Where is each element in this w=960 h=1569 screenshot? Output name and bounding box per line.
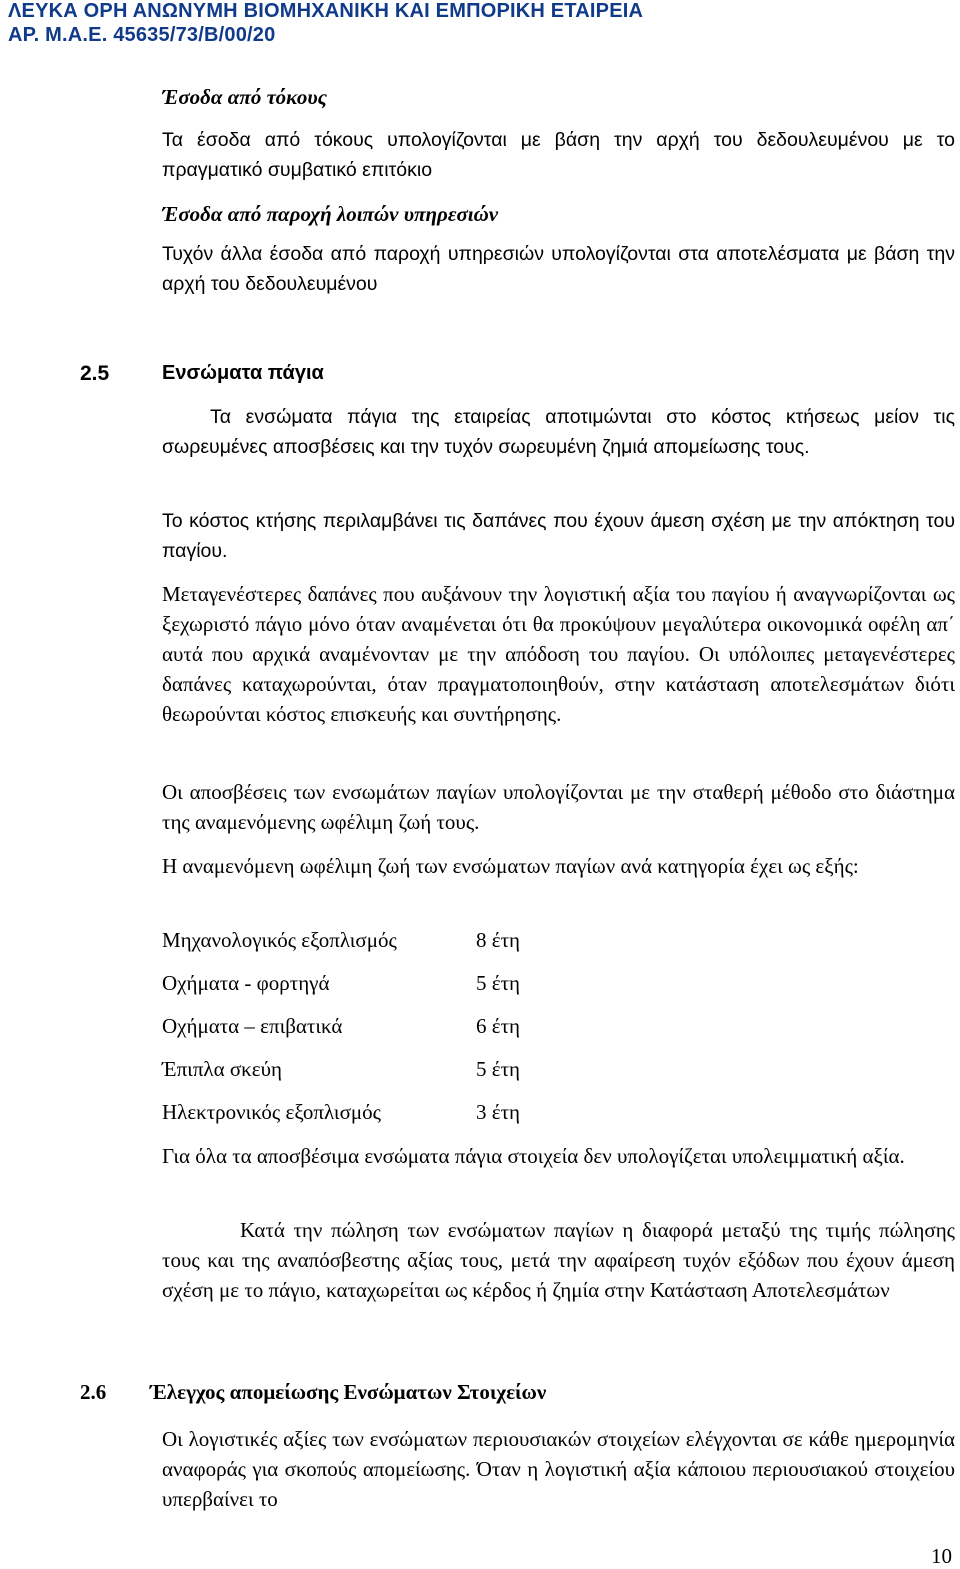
page-number: 10 bbox=[931, 1544, 952, 1568]
useful-life-category: Ηλεκτρονικός εξοπλισμός bbox=[162, 1100, 381, 1124]
section-2-6-title: Έλεγχος απομείωσης Ενσώματων Στοιχείων bbox=[150, 1380, 547, 1404]
section-2-5-para-2: Το κόστος κτήσης περιλαμβάνει τις δαπάνες που έχουν άμεση σχέση με την απόκτηση του παγίου. bbox=[162, 510, 955, 562]
useful-life-years: 5 έτη bbox=[476, 971, 520, 995]
useful-life-years: 3 έτη bbox=[476, 1100, 520, 1124]
useful-life-years: 5 έτη bbox=[476, 1057, 520, 1081]
useful-life-category: Έπιπλα σκεύη bbox=[162, 1057, 282, 1081]
services-income-heading: Έσοδα από παροχή λοιπών υπηρεσιών bbox=[162, 202, 499, 226]
section-2-5-para-7: Κατά την πώληση των ενσώματων παγίων η διαφορά μεταξύ της τιμής πώλησης τους και της αναπόσβεστης αξίας τους, μετά την αφαίρεση τυχόν εξόδων που έχουν άμεση σχέση με το πάγιο, καταχωρείται ως κέρδος ή ζημία στην Κατάσταση Αποτελεσμάτων bbox=[162, 1218, 955, 1302]
useful-life-years: 8 έτη bbox=[476, 928, 520, 952]
interest-income-heading: Έσοδα από τόκους bbox=[162, 85, 327, 109]
services-income-text: Τυχόν άλλα έσοδα από παροχή υπηρεσιών υπολογίζονται στα αποτελέσματα με βάση την αρχή του δεδουλευμένου bbox=[162, 243, 955, 295]
section-2-6-para-1: Οι λογιστικές αξίες των ενσώματων περιουσιακών στοιχείων ελέγχονται σε κάθε ημερομηνία αναφοράς για σκοπούς απομείωσης. Όταν η λογιστική αξία κάποιου περιουσιακού στοιχείου υπερβαίνει το bbox=[162, 1427, 955, 1511]
section-2-5-number: 2.5 bbox=[80, 362, 110, 385]
company-name-header: ΛΕΥΚΑ ΟΡΗ ΑΝΩΝΥΜΗ ΒΙΟΜΗΧΑΝΙΚΗ ΚΑΙ ΕΜΠΟΡΙΚΗ ΕΤΑΙΡΕΙΑ bbox=[8, 0, 644, 22]
useful-life-category: Οχήματα – επιβατικά bbox=[162, 1014, 343, 1038]
section-2-5-para-6: Για όλα τα αποσβέσιμα ενσώματα πάγια στοιχεία δεν υπολογίζεται υπολειμματική αξία. bbox=[162, 1144, 905, 1168]
section-2-5-para-5: Η αναμενόμενη ωφέλιμη ζωή των ενσώματων παγίων ανά κατηγορία έχει ως εξής: bbox=[162, 854, 859, 878]
company-registry-header: ΑΡ. Μ.Α.Ε. 45635/73/Β/00/20 bbox=[8, 24, 276, 46]
section-2-5-para-3: Μεταγενέστερες δαπάνες που αυξάνουν την λογιστική αξία του παγίου ή αναγνωρίζονται ως ξεχωριστό πάγιο μόνο όταν αναμένεται ότι θα προκύψουν μεγαλύτερα οικονομικά οφέλη απ΄ αυτά που αρχικά αναμένονταν με την απόδοση του παγίου. Οι υπόλοιπες μεταγενέστερες δαπάνες καταχωρούνται, όταν πραγματοποιηθούν, στην κατάσταση αποτελεσμάτων διότι θεωρούνται κόστος επισκευής και συντήρησης. bbox=[162, 582, 955, 726]
section-2-5-para-4: Οι αποσβέσεις των ενσωμάτων παγίων υπολογίζονται με την σταθερή μέθοδο στο διάστημα της αναμενόμενης ωφέλιμη ζωή τους. bbox=[162, 780, 955, 834]
section-2-6-number: 2.6 bbox=[80, 1380, 107, 1404]
useful-life-category: Οχήματα - φορτηγά bbox=[162, 971, 330, 995]
section-2-5-title: Ενσώματα πάγια bbox=[162, 362, 324, 384]
useful-life-years: 6 έτη bbox=[476, 1014, 520, 1038]
interest-income-text: Τα έσοδα από τόκους υπολογίζονται με βάση την αρχή του δεδουλευμένου με το πραγματικό συμβατικό επιτόκιο bbox=[162, 129, 955, 181]
useful-life-category: Μηχανολογικός εξοπλισμός bbox=[162, 928, 397, 952]
section-2-5-para-1: Τα ενσώματα πάγια της εταιρείας αποτιμώνται στο κόστος κτήσεως μείον τις σωρευμένες αποσβέσεις και την τυχόν σωρευμένη ζημιά απομείωσης τους. bbox=[162, 406, 955, 458]
